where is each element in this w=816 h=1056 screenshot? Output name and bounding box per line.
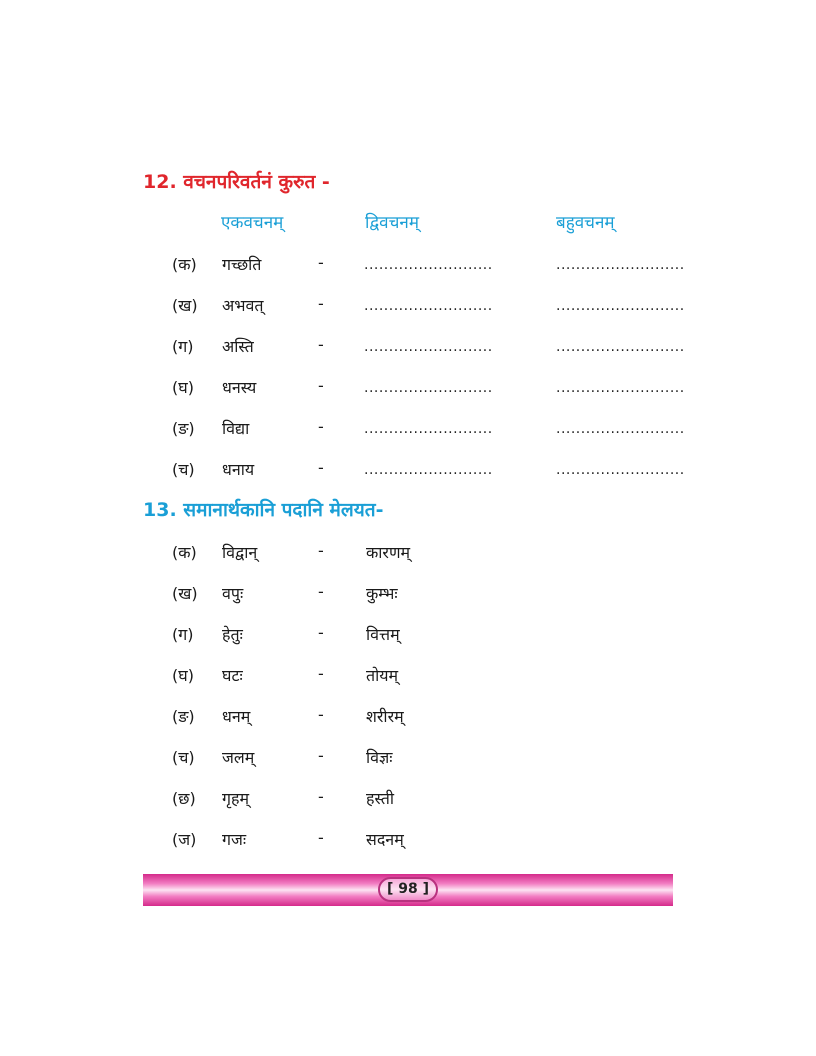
row-label: (ज) [172, 830, 197, 849]
blank-plural: .......................... [556, 298, 685, 314]
row-dash: - [318, 541, 324, 560]
row-label: (क) [172, 255, 197, 274]
row-word: हेतुः [222, 625, 243, 644]
row-dash: - [318, 828, 324, 847]
row-word: विद्या [222, 419, 250, 438]
row-word: वपुः [222, 584, 244, 603]
row-label: (ङ) [172, 707, 195, 726]
row-dash: - [318, 417, 324, 436]
blank-dual: .......................... [364, 298, 493, 314]
blank-plural: .......................... [556, 462, 685, 478]
row-word: विद्वान् [222, 543, 258, 562]
row-match: विज्ञः [366, 748, 393, 767]
row-word: गृहम् [222, 789, 250, 808]
header-singular: एकवचनम् [221, 213, 284, 233]
row-dash: - [318, 705, 324, 724]
row-dash: - [318, 253, 324, 272]
row-dash: - [318, 623, 324, 642]
row-dash: - [318, 746, 324, 765]
row-dash: - [318, 335, 324, 354]
row-dash: - [318, 582, 324, 601]
row-word: अभवत् [222, 296, 264, 315]
row-word: धनस्य [222, 378, 257, 397]
row-dash: - [318, 294, 324, 313]
row-word: घटः [222, 666, 243, 685]
row-label: (ग) [172, 337, 194, 356]
row-match: सदनम् [366, 830, 404, 849]
blank-dual: .......................... [364, 462, 493, 478]
row-label: (घ) [172, 378, 194, 397]
row-label: (ख) [172, 584, 198, 603]
blank-plural: .......................... [556, 257, 685, 273]
row-match: वित्तम् [366, 625, 400, 644]
row-label: (च) [172, 748, 195, 767]
question-13-title: 13. समानार्थकानि पदानि मेलयत- [143, 499, 384, 521]
row-label: (छ) [172, 789, 196, 808]
row-match: शरीरम् [366, 707, 404, 726]
row-dash: - [318, 458, 324, 477]
row-word: धनम् [222, 707, 251, 726]
row-dash: - [318, 787, 324, 806]
row-match: हस्ती [366, 789, 394, 808]
row-word: अस्ति [222, 337, 254, 356]
blank-dual: .......................... [364, 257, 493, 273]
row-match: कुम्भः [366, 584, 398, 603]
question-12-title: 12. वचनपरिवर्तनं कुरुत - [143, 171, 330, 193]
blank-plural: .......................... [556, 421, 685, 437]
blank-plural: .......................... [556, 380, 685, 396]
row-label: (घ) [172, 666, 194, 685]
row-label: (क) [172, 543, 197, 562]
row-label: (ख) [172, 296, 198, 315]
blank-dual: .......................... [364, 339, 493, 355]
header-plural: बहुवचनम् [556, 213, 615, 233]
row-label: (च) [172, 460, 195, 479]
row-word: धनाय [222, 460, 255, 479]
blank-dual: .......................... [364, 421, 493, 437]
page-number: [ 98 ] [378, 877, 438, 902]
row-match: तोयम् [366, 666, 399, 685]
row-dash: - [318, 376, 324, 395]
blank-dual: .......................... [364, 380, 493, 396]
row-word: गजः [222, 830, 247, 849]
row-dash: - [318, 664, 324, 683]
row-word: जलम् [222, 748, 255, 767]
row-word: गच्छति [222, 255, 262, 274]
blank-plural: .......................... [556, 339, 685, 355]
row-label: (ङ) [172, 419, 195, 438]
header-dual: द्विवचनम् [365, 213, 420, 233]
row-label: (ग) [172, 625, 194, 644]
row-match: कारणम् [366, 543, 411, 562]
